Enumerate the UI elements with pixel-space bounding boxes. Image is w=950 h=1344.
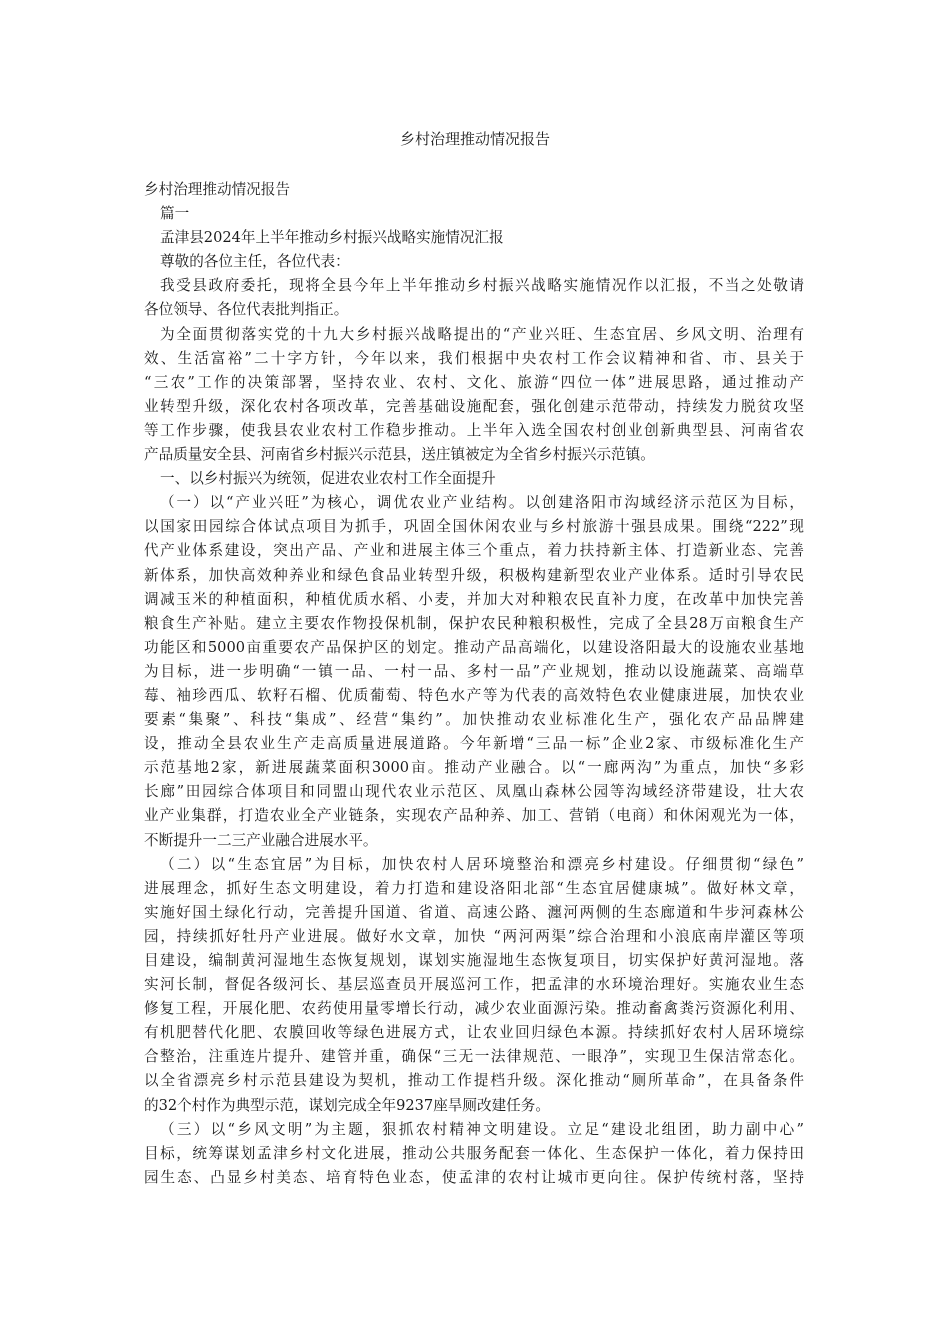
text-line: 孟津县2024年上半年推动乡村振兴战略实施情况汇报 bbox=[160, 229, 504, 247]
text-line: 各位领导、各位代表批判指正。 bbox=[144, 301, 349, 319]
document-title: 乡村治理推动情况报告 bbox=[399, 130, 550, 148]
text-line: 修复工程，开展化肥、农药使用量零增长行动，减少农业面源污染。推动畜禽粪污资源化利用、 bbox=[144, 1000, 804, 1018]
text-line: 业转型升级，深化农村各项改革，完善基础设施配套，强化创建示范带动，持续发力脱贫攻坚 bbox=[144, 397, 804, 415]
text-line: 要素“集聚”、科技“集成”、经营“集约”。加快推动农业标准化生产，强化农产品品牌建 bbox=[144, 711, 804, 729]
text-line: 调减玉米的种植面积，种植优质水稻、小麦，并加大对种粮农民直补力度，在改革中加快完善 bbox=[144, 590, 804, 608]
text-line: 粮食生产补贴。建立主要农作物投保机制，保护农民种粮积极性，完成了全县28万亩粮食生产 bbox=[144, 614, 804, 632]
text-line: 设，推动全县农业生产走高质量进展道路。今年新增“三品一标”企业2家、市级标准化生产 bbox=[144, 735, 804, 753]
text-line: 乡村治理推动情况报告 bbox=[144, 181, 290, 198]
text-line: 我受县政府委托，现将全县今年上半年推动乡村振兴战略实施情况作以汇报，不当之处敬请 bbox=[160, 277, 804, 295]
text-line: （三）以“乡风文明”为主题，狠抓农村精神文明建设。立足“建设北组团，助力副中心” bbox=[160, 1120, 804, 1138]
text-line: 进展理念，抓好生态文明建设，着力打造和建设洛阳北部“生态宜居健康城”。做好林文章， bbox=[144, 879, 804, 897]
text-line: 一、以乡村振兴为统领，促进农业农村工作全面提升 bbox=[160, 470, 496, 488]
text-line: （二）以“生态宜居”为目标，加快农村人居环境整治和漂亮乡村建设。仔细贯彻“绿色” bbox=[160, 855, 804, 873]
document-body bbox=[144, 178, 804, 1190]
text-line: 产品质量安全县、河南省乡村振兴示范县，送庄镇被定为全省乡村振兴示范镇。 bbox=[144, 446, 655, 464]
text-line: 合整治，注重连片提升、建管并重，确保“三无一法律规范、一眼净”，实现卫生保洁常态化。 bbox=[144, 1048, 804, 1066]
text-line: 的32个村作为典型示范，谋划完成全年9237座旱厕改建任务。 bbox=[144, 1096, 550, 1114]
text-line: 以国家田园综合体试点项目为抓手，巩固全国休闲农业与乡村旅游十强县成果。围绕“222”现 bbox=[144, 518, 804, 536]
text-line: 篇一 bbox=[160, 205, 190, 223]
text-line: 实施好国土绿化行动，完善提升国道、省道、高速公路、瀍河两侧的生态廊道和牛步河森林公 bbox=[144, 903, 804, 921]
text-line: 效、生活富裕”二十字方针，今年以来，我们根据中央农村工作会议精神和省、市、县关于 bbox=[144, 349, 804, 367]
text-line: 为目标，进一步明确“一镇一品、一村一品、多村一品”产业规划，推动以设施蔬菜、高端草 bbox=[144, 662, 804, 680]
text-line: 尊敬的各位主任，各位代表： bbox=[160, 253, 350, 271]
text-line: 为全面贯彻落实党的十九大乡村振兴战略提出的“产业兴旺、生态宜居、乡风文明、治理有 bbox=[160, 325, 804, 343]
text-line: 莓、袖珍西瓜、软籽石榴、优质葡萄、特色水产等为代表的高效特色农业健康进展，加快农业 bbox=[144, 686, 804, 704]
text-line: 长廊”田园综合体项目和同盟山现代农业示范区、凤凰山森林公园等沟域经济带建设，壮大农 bbox=[144, 783, 804, 801]
text-line: 代产业体系建设，突出产品、产业和进展主体三个重点，着力扶持新主体、打造新业态、完善 bbox=[144, 542, 804, 560]
text-line: 目标，统筹谋划孟津乡村文化进展，推动公共服务配套一体化、生态保护一体化，着力保持田 bbox=[144, 1144, 804, 1162]
text-line: 等工作步骤，使我县农业农村工作稳步推动。上半年入选全国农村创业创新典型县、河南省农 bbox=[144, 421, 804, 439]
text-line: 实河长制，督促各级河长、基层巡查员开展巡河工作，把孟津的水环境治理好。实施农业生态 bbox=[144, 976, 804, 994]
text-line: 目建设，编制黄河湿地生态恢复规划，谋划实施湿地生态恢复项目，切实保护好黄河湿地。落 bbox=[144, 952, 804, 969]
text-line: 园，持续抓好牡丹产业进展。做好水文章，加快 “两河两渠”综合治理和小浪底南岸灌区等项 bbox=[144, 927, 804, 945]
text-line: 以全省漂亮乡村示范县建设为契机，推动工作提档升级。深化推动“厕所革命”，在具备条件 bbox=[144, 1072, 804, 1090]
text-line: 功能区和5000亩重要农产品保护区的划定。推动产品高端化，以建设洛阳最大的设施农业基地 bbox=[144, 638, 804, 656]
text-line: 示范基地2家，新进展蔬菜面积3000亩。推动产业融合。以“一廊两沟”为重点，加快“多彩 bbox=[144, 759, 804, 777]
text-line: （一）以“产业兴旺”为核心，调优农业产业结构。以创建洛阳市沟域经济示范区为目标， bbox=[160, 494, 804, 512]
text-line: 园生态、凸显乡村美态、培育特色业态，使孟津的农村让城市更向往。保护传统村落，坚持 bbox=[144, 1168, 804, 1186]
text-line: “三农”工作的决策部署，坚持农业、农村、文化、旅游“四位一体”进展思路，通过推动产 bbox=[144, 373, 804, 391]
text-line: 业产业集群，打造农业全产业链条，实现农产品种养、加工、营销（电商）和休闲观光为一体， bbox=[144, 807, 804, 825]
text-line: 有机肥替代化肥、农膜回收等绿色进展方式，让农业回归绿色本源。持续抓好农村人居环境综 bbox=[144, 1024, 804, 1042]
text-line: 不断提升一二三产业融合进展水平。 bbox=[144, 831, 378, 849]
text-line: 新体系，加快高效种养业和绿色食品业转型升级，积极构建新型农业产业体系。适时引导农民 bbox=[144, 566, 804, 584]
